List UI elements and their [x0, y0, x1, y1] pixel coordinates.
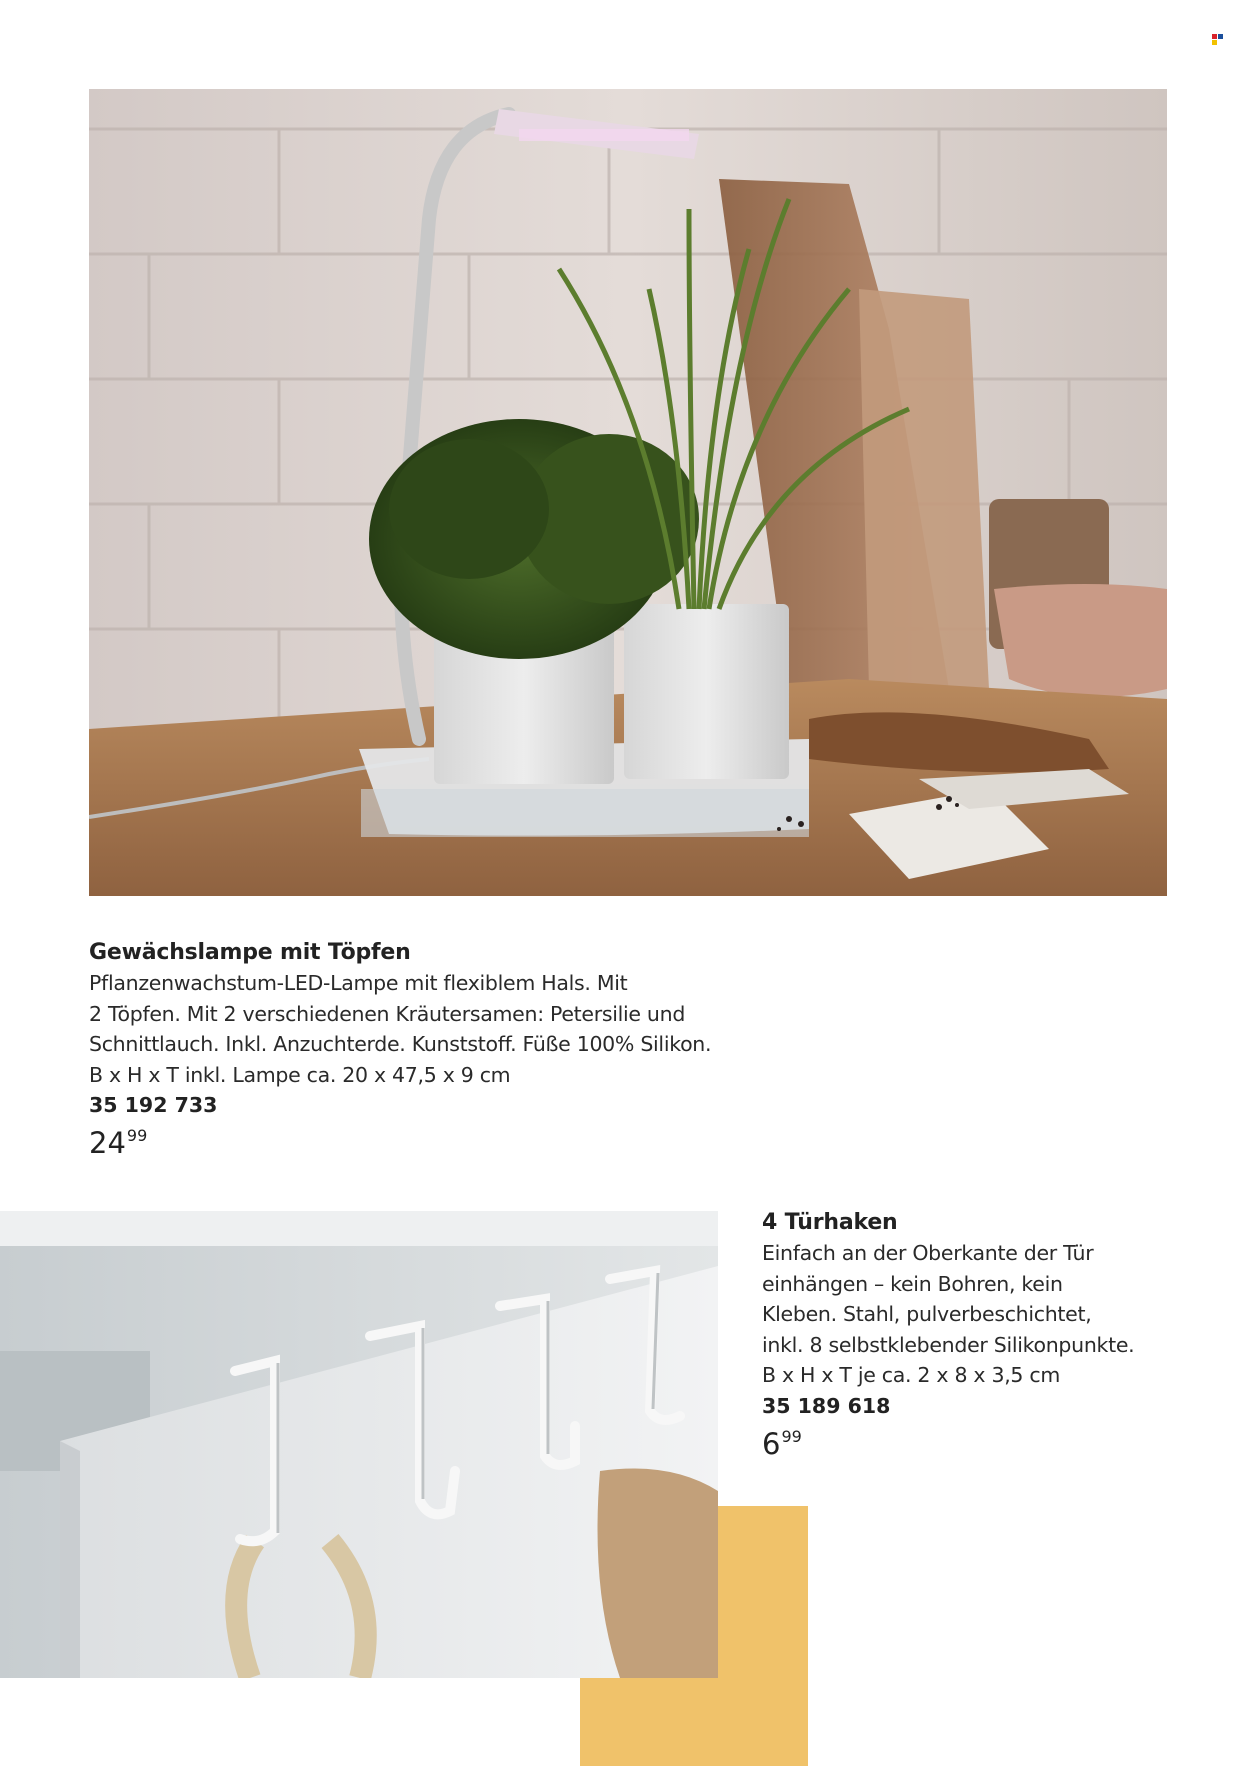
product-description [762, 1238, 1202, 1391]
product-grow-lamp [89, 938, 729, 1158]
price-cents: 99 [126, 1126, 148, 1145]
product-price [762, 1426, 1202, 1461]
description-line: B x H x T je ca. 2 x 8 x 3,5 cm [762, 1363, 1061, 1387]
product-photo-door-hooks [0, 1211, 718, 1678]
product-price [89, 1128, 729, 1158]
product-title: Gewächslampe mit Töpfen [89, 940, 411, 965]
price-main: 24 [89, 1126, 126, 1160]
product-door-hooks [762, 1208, 1202, 1459]
description-line: B x H x T inkl. Lampe ca. 20 x 47,5 x 9 cm [89, 1062, 511, 1087]
price-cents: 99 [781, 1426, 802, 1446]
product-sku: 35 189 618 [762, 1393, 891, 1418]
description-line: 2 Töpfen. Mit 2 verschiedenen Kräutersamen: Petersilie und [89, 1001, 686, 1026]
description-line: einhängen – kein Bohren, kein [762, 1271, 1063, 1296]
description-line: Schnittlauch. Inkl. Anzuchterde. Kunststoff. Füße 100% Silikon. [89, 1032, 712, 1056]
product-sku: 35 192 733 [89, 1093, 218, 1117]
description-line: Pflanzenwachstum-LED-Lampe mit flexiblem Hals. Mit [89, 971, 628, 995]
product-photo-grow-lamp [89, 89, 1167, 896]
description-line: Einfach an der Oberkante der Tür [762, 1241, 1094, 1265]
description-line: Kleben. Stahl, pulverbeschichtet, [762, 1302, 1092, 1326]
brand-logo-icon [1212, 34, 1224, 46]
price-main: 6 [762, 1426, 781, 1461]
product-description [89, 968, 729, 1090]
description-line: inkl. 8 selbstklebender Silikonpunkte. [762, 1332, 1135, 1357]
product-title: 4 Türhaken [762, 1210, 898, 1235]
